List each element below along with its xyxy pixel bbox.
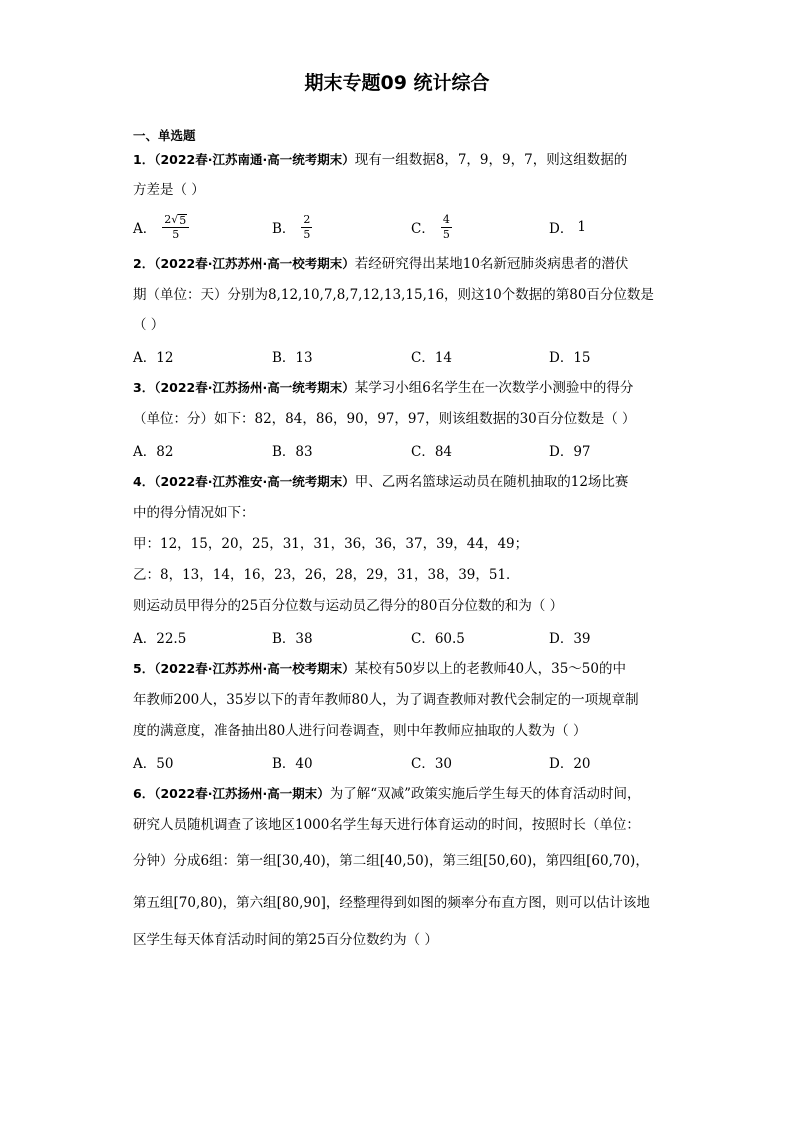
question-line: 甲：12，15，20，25，31，31，36，36，37，39，44，49；: [133, 536, 529, 552]
question-line: [133, 378, 633, 398]
option-text: 1: [577, 219, 586, 235]
question-line: [133, 254, 628, 274]
question-number: 1．: [133, 152, 155, 167]
question-text: 若经研究得出某地10名新冠肺炎病患者的潜伏: [354, 256, 629, 272]
question-line: [133, 784, 641, 804]
question-number: 3．: [133, 380, 155, 395]
fraction-denominator: 5: [442, 227, 450, 241]
question-source: （2022春·江苏扬州·高一期末）: [154, 786, 330, 801]
fraction-numerator: 4: [442, 212, 450, 226]
option-a[interactable]: [133, 212, 189, 242]
fraction-denominator: 5: [303, 227, 311, 241]
fraction: [162, 214, 189, 241]
option-letter: B．: [272, 221, 296, 237]
page-title: 期末专题09 统计综合: [304, 72, 490, 94]
question-source: （2022春·江苏淮安·高一统考期末）: [154, 474, 355, 489]
option-a[interactable]: A．22.5: [133, 631, 187, 647]
question-text: 现有一组数据8，7，9，9，7，则这组数据的: [354, 152, 628, 168]
radicand: 5: [179, 213, 187, 227]
section-heading: 一、单选题: [133, 128, 196, 143]
question-line: 区学生每天体育活动时间的第25百分位数约为（ ）: [133, 932, 438, 948]
question-number: 5．: [133, 661, 155, 676]
question-line: （单位：分）如下：82，84，86，90，97，97，则该组数据的30百分位数是（ ）: [133, 411, 636, 427]
question-line: [133, 472, 628, 492]
question-text: 甲、乙两名篮球运动员在随机抽取的12场比赛: [354, 474, 629, 490]
option-b[interactable]: B．83: [272, 444, 313, 460]
question-number: 2．: [133, 256, 155, 271]
option-d[interactable]: D．20: [549, 756, 591, 772]
option-d[interactable]: D．39: [549, 631, 591, 647]
question-line: 度的满意度，准备抽出80人进行问卷调查，则中年教师应抽取的人数为（ ）: [133, 723, 587, 739]
question-line: 年教师200人，35岁以下的青年教师80人，为了调查教师对教代会制定的一项规章制: [133, 692, 639, 708]
answer-options: [133, 622, 693, 652]
question-source: （2022春·江苏苏州·高一校考期末）: [154, 256, 355, 271]
fraction: [441, 214, 452, 241]
fraction-numerator: 2: [303, 212, 311, 226]
question-line: 分钟）分成6组：第一组[30,40)，第二组[40,50)，第三组[50,60)，第四组[60,70)，: [133, 853, 649, 869]
option-d[interactable]: [549, 212, 586, 242]
question-line: 研究人员随机调查了该地区1000名学生每天进行体育运动的时间，按照时长（单位：: [133, 817, 640, 833]
option-d[interactable]: D．97: [549, 444, 591, 460]
question-line: （ ）: [133, 317, 165, 333]
answer-options: [133, 212, 693, 242]
option-c[interactable]: [411, 212, 452, 242]
question-source: （2022春·江苏南通·高一统考期末）: [154, 152, 355, 167]
option-c[interactable]: C．84: [411, 444, 453, 460]
question-source: （2022春·江苏扬州·高一统考期末）: [154, 380, 355, 395]
fraction-numerator: [162, 214, 189, 228]
answer-options: [133, 747, 693, 777]
question-number: 6．: [133, 786, 155, 801]
question-line: 中的得分情况如下：: [133, 505, 255, 521]
question-text: 某校有50岁以上的老教师40人，35～50的中: [354, 661, 626, 677]
question-line: 期（单位：天）分别为8,12,10,7,8,7,12,13,15,16，则这10个数据的第80百分位数是: [133, 287, 654, 303]
option-b[interactable]: [272, 212, 312, 242]
question-line: 则运动员甲得分的25百分位数与运动员乙得分的80百分位数的和为（ ）: [133, 598, 564, 614]
option-a[interactable]: A．50: [133, 756, 174, 772]
option-b[interactable]: B．13: [272, 350, 313, 366]
square-root: √ 5: [171, 212, 187, 227]
fraction-denominator: 5: [172, 227, 180, 241]
question-text: 为了解“双减”政策实施后学生每天的体育活动时间，: [329, 786, 641, 802]
option-a[interactable]: A．82: [133, 444, 174, 460]
option-c[interactable]: C．14: [411, 350, 453, 366]
question-line: 方差是（ ）: [133, 182, 205, 198]
option-letter: D．: [549, 221, 574, 237]
option-d[interactable]: D．15: [549, 350, 591, 366]
option-letter: C．: [411, 221, 435, 237]
option-c[interactable]: C．30: [411, 756, 453, 772]
option-c[interactable]: C．60.5: [411, 631, 465, 647]
fraction: [301, 214, 312, 241]
question-line: [133, 659, 626, 679]
answer-options: [133, 341, 693, 371]
answer-options: [133, 435, 693, 465]
question-line: 第五组[70,80)，第六组[80,90]，经整理得到如图的频率分布直方图，则可以估计该地: [133, 895, 650, 911]
question-line: [133, 150, 627, 170]
question-text: 某学习小组6名学生在一次数学小测验中的得分: [354, 380, 634, 396]
question-line: 乙：8，13，14，16，23，26，28，29，31，38，39，51．: [133, 567, 520, 583]
question-source: （2022春·江苏苏州·高一校考期末）: [154, 661, 355, 676]
option-b[interactable]: B．40: [272, 756, 313, 772]
option-a[interactable]: A．12: [133, 350, 174, 366]
coefficient: 2: [164, 212, 172, 226]
question-number: 4．: [133, 474, 155, 489]
option-b[interactable]: B．38: [272, 631, 313, 647]
option-letter: A．: [133, 221, 157, 237]
